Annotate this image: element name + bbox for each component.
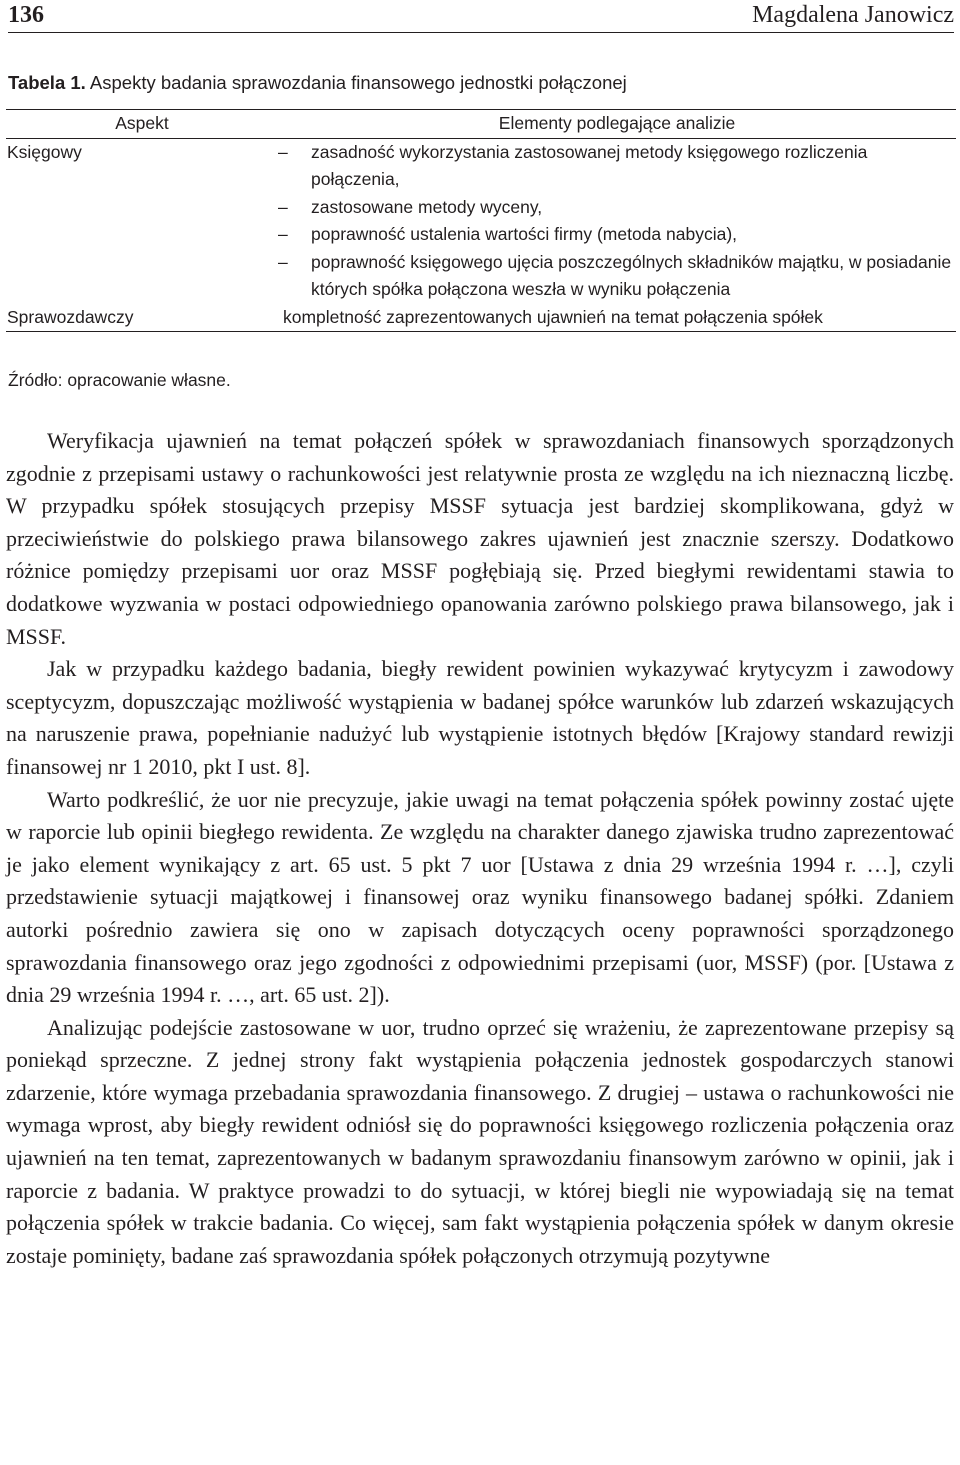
aspects-table bbox=[6, 109, 956, 332]
list-item: – poprawność księgowego ujęcia poszczególnych składników majątku, w posiadanie których spółka połączona weszła w wyniku połączenia bbox=[278, 249, 956, 304]
column-header-elements: Elementy podlegające analizie bbox=[278, 110, 956, 139]
paragraph: Jak w przypadku każdego badania, biegły rewident powinien wykazywać krytycyzm i zawodowy sceptycyzm, dopuszczając możliwość wystąpienia w badanej spółce warunków lub zdarzeń wskazujących na naruszenie prawa, popełnianie nadużyć lub wystąpienie istotnych błędów [Krajowy standard rewizji finansowej nr 1 2010, pkt I ust. 8]. bbox=[6, 656, 954, 779]
body-text bbox=[6, 425, 954, 1272]
aspect-cell: Sprawozdawczy bbox=[6, 304, 278, 332]
table-header-row bbox=[6, 110, 956, 139]
list-item: – zasadność wykorzystania zastosowanej metody księgowego rozliczenia połączenia, bbox=[278, 139, 956, 194]
elements-list bbox=[278, 139, 956, 304]
elements-cell bbox=[278, 138, 956, 304]
table-row bbox=[6, 304, 956, 332]
aspect-cell: Księgowy bbox=[7, 141, 82, 162]
list-item: kompletność zaprezentowanych ujawnień na temat połączenia spółek bbox=[283, 306, 823, 327]
list-item: – poprawność ustalenia wartości firmy (metoda nabycia), bbox=[278, 221, 956, 249]
paragraph: Weryfikacja ujawnień na temat połączeń spółek w sprawozdaniach finansowych sporządzonych zgodnie z przepisami ustawy o rachunkowości jest relatywnie prosta ze względu na ich nieznaczną liczbę. W przypadku spółek stosujących przepisy MSSF sytuacja jest bardziej skomplikowana, gdyż w przeciwieństwie do polskiego prawa bilansowego zakres ujawnień jest znacznie szerszy. Dodatkowo różnice pomiędzy przepisami uor oraz MSSF pogłębiają się. Przed biegłymi rewidentami stawia to dodatkowe wyzwania w postaci odpowiedniego opanowania zarówno polskiego prawa bilansowego, jak i MSSF. bbox=[6, 428, 954, 649]
table-source-note: Źródło: opracowanie własne. bbox=[8, 370, 231, 390]
paragraph: Warto podkreślić, że uor nie precyzuje, jakie uwagi na temat połączenia spółek powinny zostać ujęte w raporcie lub opinii biegłego rewidenta. Ze względu na charakter danego zjawiska trudno zaprezentować je jako element wynikający z art. 65 ust. 5 pkt 7 uor [Ustawa z dnia 29 września 1994 r. …], czyli przedstawienie sytuacji majątkowej i finansowej oraz wyniku finansowego badanej spółki. Zdaniem autorki pośrednio zawiera się ono w zapisach dotyczących oceny poprawności sporządzonego sprawozdania finansowego oraz jego zgodności z odpowiednimi przepisami (uor, MSSF) (por. [Ustawa z dnia 29 września 1994 r. …, art. 65 ust. 2]). bbox=[6, 786, 954, 1008]
table-row bbox=[6, 138, 956, 304]
table-caption-label: Tabela 1. bbox=[8, 72, 86, 93]
paragraph: Analizując podejście zastosowane w uor, trudno oprzeć się wrażeniu, że zaprezentowane przepisy są poniekąd sprzeczne. Z jednej strony fakt wystąpienia połączenia jednostek gospodarczych stanowi zdarzenie, które wymaga przebadania sprawozdania finansowego. Z drugiej – ustawa o rachunkowości nie wymaga wprost, aby biegły rewident odniósł się do poprawności księgowego rozliczenia połączenia oraz ujawnień na ten temat, zaprezentowanych w badanym sprawozdaniu finansowym zarówno w opinii, jak i raporcie z badania. W praktyce prowadzi to do sytuacji, w której biegli nie wypowiadają się na temat połączenia spółek w trakcie badania. Co więcej, sam fakt wystąpienia połączenia spółek w danym okresie zostaje pominięty, badane zaś sprawozdania spółek połączonych otrzymują pozytywne bbox=[6, 1014, 954, 1268]
running-header-author: Magdalena Janowicz bbox=[752, 2, 954, 28]
page-number: 136 bbox=[8, 2, 44, 28]
list-item: – zastosowane metody wyceny, bbox=[278, 194, 956, 222]
elements-cell bbox=[278, 304, 956, 332]
column-header-aspect: Aspekt bbox=[6, 110, 278, 139]
running-header bbox=[8, 0, 954, 33]
table-caption-text: Aspekty badania sprawozdania finansowego jednostki połączonej bbox=[85, 72, 627, 93]
table-caption bbox=[8, 72, 627, 94]
